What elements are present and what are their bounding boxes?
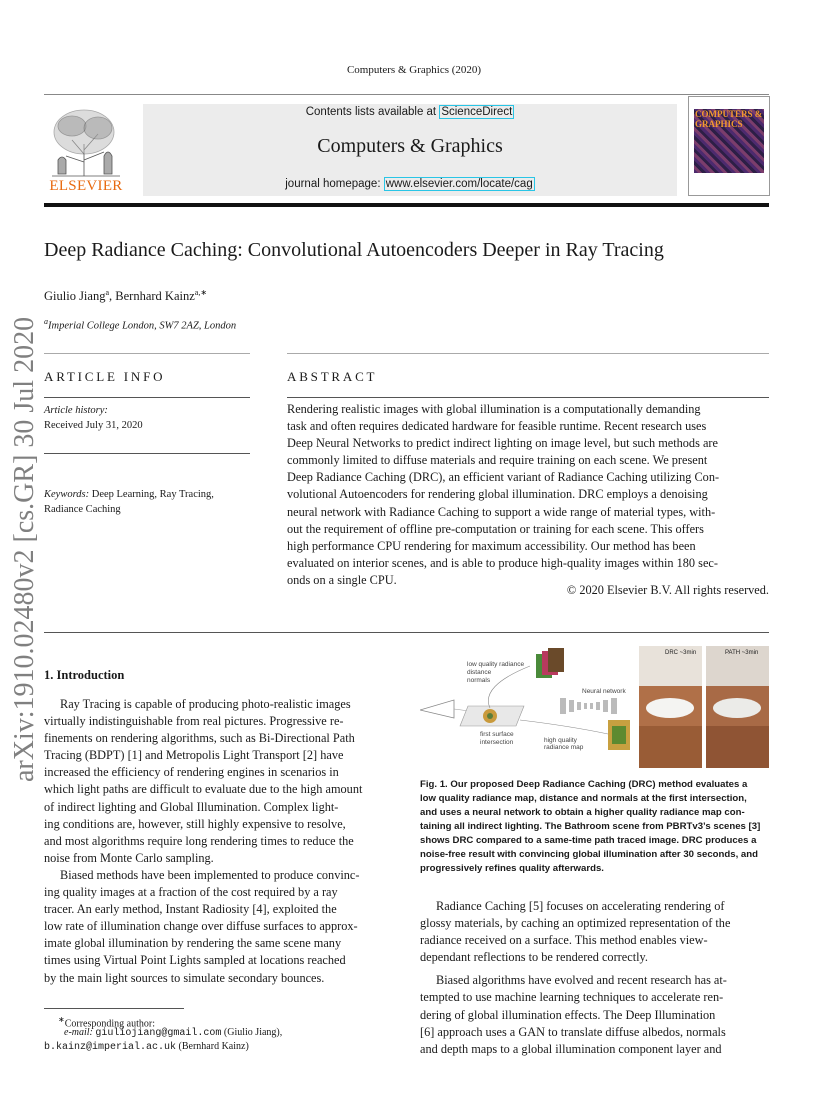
body-line: and depth maps to a global illumination component layer and — [420, 1041, 722, 1056]
arxiv-stamp: arXiv:1910.02480v2 [cs.GR] 30 Jul 2020 — [9, 316, 40, 782]
footnote-email-line — [44, 1039, 249, 1055]
caption-line: progressively refines quality afterwards. — [420, 863, 604, 874]
author-affil-mark: a,∗ — [194, 288, 208, 297]
abstract-line: Deep Radiance Caching (DRC), an efficient variant of Radiance Caching utilizing Con- — [287, 470, 720, 485]
keywords-label: Keywords: — [44, 489, 90, 500]
intro-line: ing quality images at a fraction of the cost required by a ray — [44, 885, 338, 900]
fig-label-radiance-map: radiance map — [544, 744, 584, 751]
intro-line: Tracing (BDPT) [1] and Metropolis Light Transport [2] have — [44, 748, 344, 763]
caption-line: shows DRC compared to a same-time path traced image. DRC produces a — [420, 835, 757, 846]
publisher-logo-text: ELSEVIER — [49, 178, 123, 194]
journal-title: Computers & Graphics — [317, 135, 503, 157]
fig-label-drc: DRC ~3min — [665, 650, 697, 656]
abstract-bottom-rule — [44, 632, 769, 633]
journal-cover-image — [688, 96, 770, 196]
running-head: Computers & Graphics (2020) — [346, 64, 482, 76]
email-owner: (Giulio Jiang), — [223, 1027, 283, 1038]
affiliation — [44, 317, 236, 332]
abstract-line: out the requirement of offline pre-computation or training for each scene. This offers — [287, 521, 704, 536]
intro-line: of indirect lighting and Global Illumination. Complex light- — [44, 799, 339, 814]
arrow-to-output — [520, 720, 608, 734]
fig-label-lowq: low quality radiance — [467, 661, 525, 668]
intro-line: by the main light sources to simulate secondary bounces. — [44, 970, 325, 985]
cover-title: COMPUTERS & GRAPHICS — [695, 109, 763, 129]
email-link[interactable]: b.kainz@imperial.ac.uk — [44, 1042, 177, 1053]
intro-line: Ray Tracing is capable of producing photo-realistic images — [60, 697, 351, 711]
homepage-line — [143, 178, 677, 190]
abstract-top-rule — [287, 353, 769, 354]
intro-line: low rate of illumination change over diffuse surfaces to approx- — [44, 919, 358, 934]
input-map-radiance — [548, 648, 564, 672]
intro-line: increased the efficiency of rendering engines in scenarios in — [44, 765, 339, 780]
intro-line: noise from Monte Carlo sampling. — [44, 850, 214, 865]
caption-line: and uses a neural network to obtain a higher quality radiance map con- — [420, 807, 745, 818]
footnote-label: Corresponding author: — [64, 1018, 155, 1030]
body-line: Biased algorithms have evolved and recent research has at- — [436, 973, 727, 988]
intro-line: Biased methods have been implemented to produce convinc- — [60, 867, 360, 882]
fig-label-normals: normals — [467, 677, 491, 684]
abstract-line: volutional Autoencoders for rendering global illumination. DRC employs a denoising — [287, 487, 708, 502]
figure-1-caption — [420, 778, 769, 876]
fig-label-intersection: intersection — [480, 739, 514, 746]
paper-title: Deep Radiance Caching: Convolutional Autoencoders Deeper in Ray Tracing — [44, 239, 664, 261]
abstract-heading: ABSTRACT — [287, 369, 378, 384]
footnote-rule — [44, 1008, 184, 1009]
abstract-line: Deep Neural Networks to predict indirect lighting on image level, but such methods are — [287, 436, 718, 451]
intro-line: and most algorithms require long rendering times to reduce the — [44, 833, 354, 848]
author-name: Bernhard Kainz — [115, 289, 195, 304]
abstract-line: high performance CPU rendering for maximum accessibility. Our method has been — [287, 538, 696, 553]
copyright: © 2020 Elsevier B.V. All rights reserved. — [566, 583, 769, 597]
fig-label-path: PATH ~3min — [725, 650, 759, 656]
section-heading-introduction: 1. Introduction — [44, 668, 125, 682]
intro-line: imate global illumination by rendering the same scene many — [44, 936, 342, 951]
right-column-body — [420, 898, 769, 1058]
author-name: Giulio Jiang — [44, 289, 106, 304]
footnote-mark: ∗ — [58, 1015, 65, 1024]
body-line: radiance received on a surface. This method enables view- — [420, 933, 708, 948]
caption-line: low quality radiance map, distance and normals at the first intersection, — [420, 793, 747, 804]
camera-frustum — [420, 700, 454, 718]
journal-homepage-link[interactable]: www.elsevier.com/locate/cag — [385, 178, 533, 190]
abstract-heading-rule — [287, 397, 769, 398]
email-label: e-mail: — [64, 1027, 93, 1038]
fig-label-first: first surface — [480, 731, 514, 738]
affiliation-mark: a — [44, 317, 48, 326]
intersection-core — [487, 713, 493, 719]
author-list: Giulio Jiang$^a$, Bernhard Kainz$^{a,∗}$ — [44, 288, 208, 304]
history-label: Article history: — [44, 405, 108, 416]
abstract-line: evaluated on interior scenes, and is able to produce high-quality images within 180 sec- — [287, 555, 718, 570]
sciencedirect-link[interactable]: ScienceDirect — [441, 106, 513, 118]
arrow-to-inputs — [488, 666, 530, 708]
fig-label-highq: high quality — [544, 737, 577, 744]
keywords-line: Deep Learning, Ray Tracing, — [91, 489, 214, 500]
email-link[interactable]: giuliojiang@gmail.com — [95, 1028, 222, 1039]
abstract-line: onds on a single CPU. — [287, 572, 397, 587]
abstract-body — [287, 401, 769, 589]
abstract-line: Rendering realistic images with global illumination is a computationally demanding — [287, 402, 701, 416]
body-line: dering of global illumination effects. The Deep Illumination — [420, 1007, 716, 1022]
body-line: tempted to use machine learning techniques to accelerate ren- — [420, 990, 724, 1005]
drc-counter — [639, 726, 702, 768]
header-thick-rule — [44, 203, 769, 207]
drc-sink — [646, 698, 694, 718]
output-radiance-detail — [612, 726, 626, 744]
body-line: glossy materials, by caching an optimized representation of the — [420, 916, 731, 931]
intro-line: times using Virtual Point Lights sampled at locations reached — [44, 953, 346, 968]
article-info-heading: ARTICLE INFO — [44, 369, 166, 384]
intro-line: finements on rendering algorithms, such as Bi-Directional Path — [44, 731, 355, 746]
info-heading-rule — [44, 397, 250, 398]
author-affil-mark: a — [105, 288, 110, 297]
fig-label-distance: distance — [467, 669, 492, 676]
keywords-line: Radiance Caching — [44, 504, 121, 515]
email-owner: (Bernhard Kainz) — [178, 1041, 249, 1052]
intro-line: virtually indistinguishable from real pictures. Progressive re- — [44, 714, 344, 729]
intro-line: tracer. An early method, Instant Radiosity [4], exploited the — [44, 902, 337, 917]
path-sink — [713, 698, 761, 718]
affiliation-text: Imperial College London, SW7 2AZ, London — [48, 320, 237, 332]
body-line: dependant reflections to be rendered correctly. — [420, 950, 648, 965]
received-date: Received July 31, 2020 — [44, 420, 143, 431]
fig-label-nn: Neural network — [582, 688, 626, 695]
contents-line — [143, 106, 677, 118]
info-mid-rule — [44, 453, 250, 454]
caption-line: taining all indirect lighting. The Bathroom scene from PBRTv3’s scenes [3] — [420, 821, 761, 832]
caption-line: Fig. 1. Our proposed Deep Radiance Caching (DRC) method evaluates a — [420, 779, 748, 790]
homepage-prefix: journal homepage: — [285, 178, 384, 190]
body-line: Radiance Caching [5] focuses on accelerating rendering of — [436, 899, 725, 913]
path-counter — [706, 726, 769, 768]
caption-line: noise-free result with convincing global illumination after 30 seconds, and — [420, 849, 758, 860]
intro-line: which light paths are difficult to evaluate due to the high amount — [44, 782, 363, 797]
abstract-line: commonly limited to diffuse materials and require training on each scene. We present — [287, 453, 708, 468]
abstract-line: task and often requires dedicated hardware for feasible runtime. Recent research uses — [287, 419, 707, 434]
header-top-rule — [44, 94, 769, 95]
keywords — [44, 487, 214, 503]
neural-network-layers — [560, 698, 617, 714]
figure-1 — [420, 646, 769, 768]
contents-prefix: Contents lists available at — [305, 106, 440, 118]
intro-body — [44, 696, 394, 987]
info-top-rule — [44, 353, 250, 354]
intro-line: ing conditions are, however, still highly expensive to resolve, — [44, 816, 346, 831]
body-line: [6] approach uses a GAN to translate diffuse albedos, normals — [420, 1024, 726, 1039]
abstract-line: neural network with Radiance Caching to support a wide range of material types, with- — [287, 504, 716, 519]
